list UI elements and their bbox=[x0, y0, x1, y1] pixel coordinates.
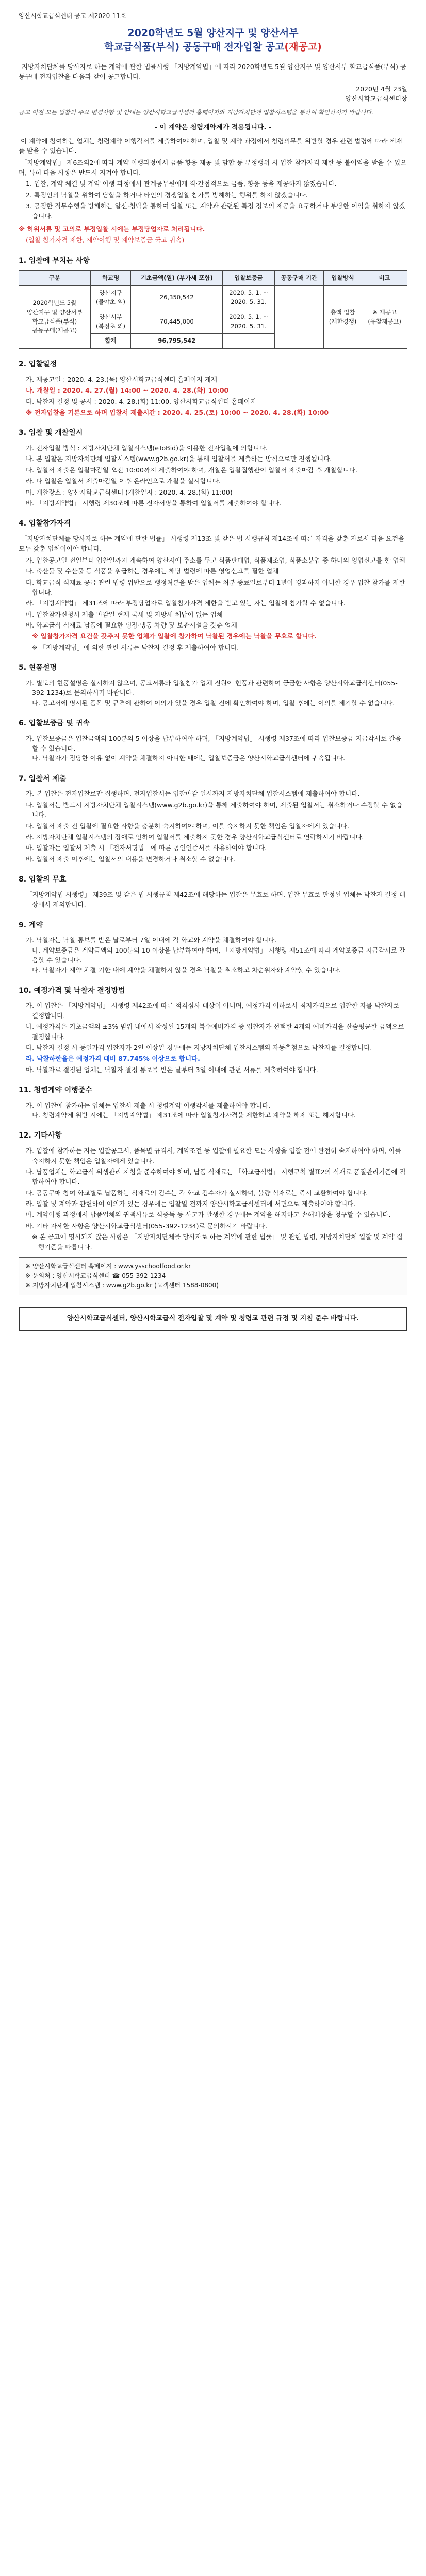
table-header-cell: 입찰보증금 bbox=[223, 271, 275, 286]
section-heading-1: 1. 입찰에 부치는 사항 bbox=[19, 256, 90, 265]
section-heading-9: 9. 계약 bbox=[19, 921, 43, 929]
title-main: 학교급식품(부식) 공동구매 전자입찰 공고 bbox=[104, 41, 285, 53]
false-document-warning: ※ 허위서류 및 고의로 부정입찰 시에는 부정당업자로 처리됩니다. bbox=[19, 225, 205, 233]
intro-text: 지방자치단체를 당사자로 하는 계약에 관한 법률시행 「지방계약법」에 따라 2020학년도 5월 양산지구 및 양산서부 학교급식품(부식) 공동구매 전자입찰을 다음과 같이 공고합니다. bbox=[19, 62, 406, 81]
bid-submission-item: 나. 입찰서는 반드시 지방자치단체 입찰시스템(www.g2b.go.kr)을 통해 제출하여야 하며, 제출된 입찰서는 취소하거나 수정할 수 없습니다. bbox=[26, 801, 402, 819]
schedule-item: ※ 전자입찰을 기본으로 하며 입찰서 제출시간 : 2020. 4. 25.(토) 10:00 ~ 2020. 4. 28.(화) 10:00 bbox=[26, 409, 329, 417]
section-heading-10: 10. 예정가격 및 낙찰자 결정방법 bbox=[19, 986, 125, 995]
section-heading-12: 12. 기타사항 bbox=[19, 1131, 62, 1140]
table-cell: ※ 재공고 (유찰재공고) bbox=[362, 286, 407, 349]
section-heading-2: 2. 입찰일정 bbox=[19, 360, 57, 369]
table-header-cell: 공동구매 기간 bbox=[274, 271, 323, 286]
section-heading-8: 8. 입찰의 무효 bbox=[19, 875, 67, 884]
table-cell: 2020. 5. 1. ~ 2020. 5. 31. bbox=[223, 310, 275, 334]
table-header-cell: 입찰방식 bbox=[323, 271, 362, 286]
table-header-cell: 기초금액(원) (부가세 포함) bbox=[131, 271, 223, 286]
table-cell bbox=[223, 334, 275, 349]
integrity-title: - 이 계약은 청렴계약제가 적용됩니다. - bbox=[154, 123, 272, 131]
section-heading-4: 4. 입찰참가자격 bbox=[19, 519, 71, 528]
bid-submission-item: 라. 지방자치단체 입찰시스템의 장애로 인하여 입찰서를 제출하지 못한 경우 양산시학교급식센터로 연락하시기 바랍니다. bbox=[26, 833, 364, 841]
qualification-item: 다. 학교급식 식재료 공급 관련 법령 위반으로 행정처분을 받은 업체는 처분 종료일로부터 1년이 경과하지 아니한 경우 입찰 참가를 제한합니다. bbox=[26, 578, 405, 596]
table-row bbox=[19, 286, 407, 310]
bid-submission-item: 마. 입찰자는 입찰서 제출 시 「전자서명법」에 따른 공인인증서를 사용하여야 합니다. bbox=[26, 844, 267, 852]
misc-item: 라. 입찰 및 계약과 관련하여 이의가 있는 경우에는 입찰일 전까지 양산시학교급식센터에 서면으로 제출하여야 합니다. bbox=[26, 1200, 356, 1208]
award-method-item: 가. 이 입찰은 「지방계약법」 시행령 제42조에 따른 적격심사 대상이 아니며, 예정가격 이하로서 최저가격으로 입찰한 자를 낙찰자로 결정합니다. bbox=[26, 1002, 400, 1020]
table-cell: 합계 bbox=[90, 334, 131, 349]
bid-submission-item: 가. 본 입찰은 전자입찰로만 집행하며, 전자입찰서는 입찰마감 일시까지 지방자치단체 입찰시스템에 제출하여야 합니다. bbox=[26, 790, 360, 798]
qualification-item: 바. 학교급식 식재료 납품에 필요한 냉장·냉동 차량 및 보관시설을 갖춘 업체 bbox=[26, 621, 237, 630]
document-title bbox=[19, 26, 407, 55]
table-cell: 2020학년도 5월 양산지구 및 양산서부 학교급식품(부식) 공동구매(재공고) bbox=[19, 286, 91, 349]
table-cell: 26,350,542 bbox=[131, 286, 223, 310]
bid-deposit-text: 가. 입찰보증금은 입찰금액의 100분의 5 이상을 납부하여야 하며, 「지방계약법」 시행령 제37조에 따라 입찰보증금 지급각서로 갈음할 수 있습니다. 나. 낙찰자가 정당한 이유 없이 계약을 체결하지 아니한 때에는 입찰보증금은 양산시학교급식센터에 귀속됩니다. bbox=[26, 734, 401, 762]
table-cell: 총액 입찰 (제한경쟁) bbox=[323, 286, 362, 349]
bid-submission-item: 다. 입찰서 제출 전 입찰에 필요한 사항을 충분히 숙지하여야 하며, 이를 숙지하지 못한 책임은 입찰자에게 있습니다. bbox=[26, 822, 349, 830]
integrity-para-2: 「지방계약법」 제6조의2에 따라 계약 이행과정에서 금품·향응 제공 및 담합 등 부정행위 시 입찰 참가자격 제한 등 불이익을 받을 수 있으며, 특히 다음 사항은 반드시 지켜야 합니다. bbox=[19, 158, 407, 177]
bid-method-item: 가. 전자입찰 방식 : 지방자치단체 입찰시스템(eToBid)을 이용한 전자입찰에 의합니다. bbox=[26, 444, 268, 452]
table-header-cell: 구분 bbox=[19, 271, 91, 286]
award-method-item: 다. 낙찰자 결정 시 동일가격 입찰자가 2인 이상일 경우에는 지방자치단체 입찰시스템의 자동추첨으로 낙찰자를 결정합니다. bbox=[26, 1043, 372, 1052]
integrity-contract-text: 가. 이 입찰에 참가하는 업체는 입찰서 제출 시 청렴계약 이행각서를 제출하여야 합니다. 나. 청렴계약제 위반 시에는 「지방계약법」 제31조에 따라 입찰참가자격을 제한하고 계약을 해제 또는 해지합니다. bbox=[26, 1101, 356, 1120]
misc-item: 가. 입찰에 참가하는 자는 입찰공고서, 품목별 규격서, 계약조건 등 입찰에 필요한 모든 사항을 입찰 전에 완전히 숙지하여야 하며, 이를 숙지하지 못한 책임은 입찰자에게 있습니다. bbox=[26, 1147, 401, 1165]
misc-item: 다. 공동구매 참여 학교별로 납품하는 식재료의 검수는 각 학교 검수자가 실시하며, 불량 식재료는 즉시 교환하여야 합니다. bbox=[26, 1189, 368, 1197]
product-explanation-text: 가. 별도의 현품설명은 실시하지 않으며, 공고서류와 입찰참가 업체 전원이 현품과 관련하여 궁금한 사항은 양산시학교급식센터(055-392-1234)로 문의하시기 바랍니다. 나. 공고서에 명시된 품목 및 규격에 관하여 이의가 있을 경우 입찰 전에 확인하여야 하며, 입찰 후에는 이의를 제기할 수 없습니다. bbox=[26, 679, 398, 707]
notice-issuer: 양산시학교급식센터장 bbox=[345, 95, 407, 103]
section-heading-6: 6. 입찰보증금 및 귀속 bbox=[19, 719, 90, 727]
bid-submission-item: 바. 입찰서 제출 이후에는 입찰서의 내용을 변경하거나 취소할 수 없습니다. bbox=[26, 855, 235, 863]
table-header-row bbox=[19, 271, 407, 286]
section-heading-11: 11. 청렴계약 이행준수 bbox=[19, 1086, 92, 1095]
qualification-item: 가. 입찰공고일 전일부터 입찰일까지 계속하여 양산시에 주소를 두고 식품판매업, 식품제조업, 식품소분업 중 하나의 영업신고를 한 업체 bbox=[26, 556, 405, 564]
italic-note: 공고 이전 모든 입찰의 주요 변경사항 및 안내는 양산시학교급식센터 홈페이지와 지방자치단체 입찰시스템을 통하여 확인하시기 바랍니다. bbox=[19, 108, 374, 116]
misc-item: 바. 기타 자세한 사항은 양산시학교급식센터(055-392-1234)로 문의하시기 바랍니다. bbox=[26, 1222, 268, 1230]
table-cell: 70,445,000 bbox=[131, 310, 223, 334]
bid-method-item: 마. 개찰장소 : 양산시학교급식센터 (개찰일자 : 2020. 4. 28.(화) 11:00) bbox=[26, 488, 233, 496]
table-cell bbox=[274, 286, 323, 349]
date-issuer bbox=[19, 84, 407, 104]
table-cell: 양산서부 (북정초 외) bbox=[90, 310, 131, 334]
contact-note-box bbox=[19, 1257, 407, 1295]
table-header-cell: 비고 bbox=[362, 271, 407, 286]
contact-note-item: ※ 문의처 : 양산시학교급식센터 ☎ 055-392-1234 bbox=[25, 1272, 166, 1280]
schedule-item: 가. 재공고일 : 2020. 4. 23.(목) 양산시학교급식센터 홈페이지 게재 bbox=[26, 375, 217, 383]
final-notice-box: 양산시학교급식센터, 양산시학교급식 전자입찰 및 계약 및 청렴교 관련 규정 및 지침 준수 바랍니다. bbox=[19, 1307, 407, 1332]
title-line-2 bbox=[19, 40, 407, 55]
notice-number: 양산시학교급식센터 공고 제2020-11호 bbox=[19, 12, 126, 20]
bid-method-item: 바. 「지방계약법」 시행령 제30조에 따른 전자서명을 통하여 입찰서를 제출하여야 합니다. bbox=[26, 499, 282, 507]
bid-method-item: 나. 본 입찰은 지방자치단체 입찰시스템(www.g2b.go.kr)을 통해 입찰서를 제출하는 방식으로만 진행됩니다. bbox=[26, 455, 332, 463]
award-method-item: 나. 예정가격은 기초금액의 ±3% 범위 내에서 작성된 15개의 복수예비가격 중 입찰자가 선택한 4개의 예비가격을 산술평균한 금액으로 결정합니다. bbox=[26, 1023, 404, 1041]
bid-items-table bbox=[19, 270, 407, 349]
table-header-cell: 학교명 bbox=[90, 271, 131, 286]
section-heading-7: 7. 입찰서 제출 bbox=[19, 774, 67, 783]
qualification-item: 라. 「지방계약법」 제31조에 따라 부정당업자로 입찰참가자격 제한을 받고 있는 자는 입찰에 참가할 수 없습니다. bbox=[26, 599, 346, 607]
table-cell: 96,795,542 bbox=[131, 334, 223, 349]
qualification-note: ※ 입찰참가자격 요건을 갖추지 못한 업체가 입찰에 참가하여 낙찰된 경우에는 낙찰을 무효로 합니다. bbox=[32, 632, 317, 640]
section-heading-3: 3. 입찰 및 개찰일시 bbox=[19, 429, 83, 437]
qualification-intro: 「지방자치단체를 당사자로 하는 계약에 관한 법률」 시행령 제13조 및 같은 법 시행규칙 제14조에 따른 자격을 갖춘 자로서 다음 요건을 모두 갖춘 업체이어야 합니다. bbox=[19, 535, 405, 553]
bid-method-item: 다. 입찰서 제출은 입찰마감일 오전 10:00까지 제출하여야 하며, 개찰은 입찰집행관이 입찰서 제출마감 후 개찰합니다. bbox=[26, 466, 357, 474]
misc-item: 나. 납품업체는 학교급식 위생관리 지침을 준수하여야 하며, 납품 식재료는 「학교급식법」 시행규칙 별표2의 식재료 품질관리기준에 적합하여야 합니다. bbox=[26, 1167, 406, 1186]
schedule-item: 다. 낙찰자 결정 및 공시 : 2020. 4. 28.(화) 11:00. 양산시학교급식센터 홈페이지 bbox=[26, 397, 256, 405]
award-method-item: 마. 낙찰자로 결정된 업체는 낙찰자 결정 통보를 받은 날부터 3일 이내에 관련 서류를 제출하여야 합니다. bbox=[26, 1065, 318, 1074]
contact-note-item: ※ 양산시학교급식센터 홈페이지 : www.ysschoolfood.or.kr bbox=[25, 1262, 191, 1270]
integrity-para-1: 이 계약에 참여하는 업체는 청렴계약 이행각서를 제출하여야 하며, 입찰 및 계약 과정에서 청렴의무를 위반할 경우 관련 법령에 따라 제재를 받을 수 있습니다. bbox=[19, 137, 402, 155]
bid-method-item: 라. 다 입찰은 입찰서 제출마감일 이후 온라인으로 개찰을 실시합니다. bbox=[26, 477, 221, 485]
integrity-item: 1. 입찰, 계약 체결 및 계약 이행 과정에서 관계공무원에게 직·간접적으로 금품, 향응 등을 제공하지 않겠습니다. bbox=[26, 180, 337, 188]
false-document-warning-sub: (입찰 참가자격 제한, 계약이행 및 계약보증금 국고 귀속) bbox=[26, 236, 185, 244]
misc-item: 마. 계약이행 과정에서 납품업체의 귀책사유로 식중독 등 사고가 발생한 경우에는 계약을 해지하고 손해배상을 청구할 수 있습니다. bbox=[26, 1211, 391, 1219]
section-heading-5: 5. 현품설명 bbox=[19, 664, 57, 672]
integrity-item: 2. 특정인의 낙찰을 위하여 담합을 하거나 타인의 경쟁입찰 참가를 방해하는 행위를 하지 않겠습니다. bbox=[26, 191, 308, 199]
contact-note-item: ※ 지방자치단체 입찰시스템 : www.g2b.go.kr (고객센터 1588-0800) bbox=[25, 1282, 219, 1290]
contract-text: 가. 낙찰자는 낙찰 통보를 받은 날로부터 7일 이내에 각 학교와 계약을 체결하여야 합니다. 나. 계약보증금은 계약금액의 100분의 10 이상을 납부하여야 하며, 「지방계약법」 시행령 제51조에 따라 계약보증금 지급각서로 갈음할 수 있습니다. 다. 낙찰자가 계약 체결 기한 내에 계약을 체결하지 않을 경우 낙찰을 취소하고 차순위자와 계약할 수 있습니다. bbox=[26, 936, 405, 974]
title-line-1: 2020학년도 5월 양산지구 및 양산서부 bbox=[127, 27, 299, 39]
misc-note: ※ 본 공고에 명시되지 않은 사항은 「지방자치단체를 당사자로 하는 계약에 관한 법률」 및 관련 법령, 지방자치단체 입찰 및 계약 집행기준을 따릅니다. bbox=[32, 1233, 403, 1251]
qualification-item: 마. 입찰참가신청서 제출 마감일 현재 국세 및 지방세 체납이 없는 업체 bbox=[26, 610, 223, 618]
schedule-item: 나. 개찰일 : 2020. 4. 27.(월) 14:00 ~ 2020. 4. 28.(화) 10:00 bbox=[26, 386, 229, 395]
notice-date: 2020년 4월 23일 bbox=[356, 85, 407, 93]
integrity-item: 3. 공정한 직무수행을 방해하는 알선·청탁을 통하여 입찰 또는 계약과 관련된 특정 정보의 제공을 요구하거나 부당한 이익을 취하지 않겠습니다. bbox=[26, 202, 405, 220]
table-cell: 양산지구 (물야초 외) bbox=[90, 286, 131, 310]
award-method-item: 라. 낙찰하한율은 예정가격 대비 87.745% 이상으로 합니다. bbox=[26, 1055, 200, 1063]
qualification-note: ※ 「지방계약법」에 의한 관련 서류는 낙찰자 결정 후 제출하여야 합니다. bbox=[32, 643, 239, 651]
table-cell: 2020. 5. 1. ~ 2020. 5. 31. bbox=[223, 286, 275, 310]
title-reannounce: (재공고) bbox=[284, 41, 322, 53]
bid-invalid-text: 「지방계약법 시행령」 제39조 및 같은 법 시행규칙 제42조에 해당하는 입찰은 무효로 하며, 입찰 무효로 판정된 업체는 낙찰자 결정 대상에서 제외합니다. bbox=[26, 890, 406, 909]
qualification-item: 나. 축산물 및 수산물 등 식품을 취급하는 경우에는 해당 법령에 따른 영업신고를 필한 업체 bbox=[26, 567, 279, 575]
